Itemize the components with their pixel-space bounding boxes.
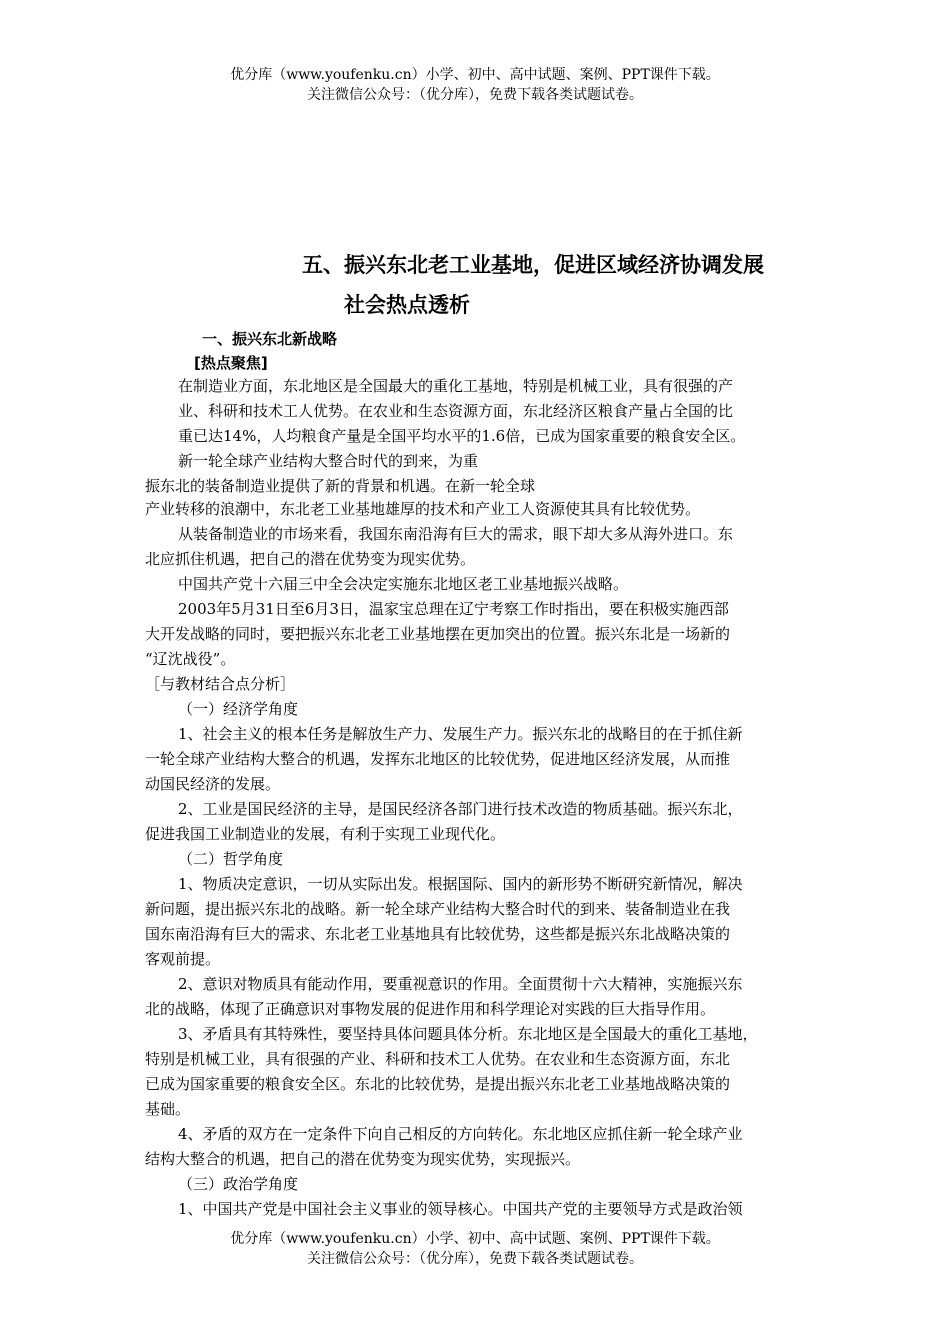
subsection-heading: （三）政治学角度 bbox=[178, 1175, 299, 1193]
text-line: 新一轮全球产业结构大整合时代的到来，为重 bbox=[178, 452, 479, 470]
text-line: 北的战略，体现了正确意识对事物发展的促进作用和科学理论对实践的巨大指导作用。 bbox=[145, 1000, 716, 1018]
text-line: 2、工业是国民经济的主导，是国民经济各部门进行技术改造的物质基础。振兴东北， bbox=[178, 800, 743, 818]
footer-line-2: 关注微信公众号：（优分库），免费下载各类试题试卷。 bbox=[307, 1251, 643, 1267]
text-line: 北应抓住机遇，把自己的潜在优势变为现实优势。 bbox=[145, 550, 476, 568]
text-line: 1、物质决定意识，一切从实际出发。根据国际、国内的新形势不断研究新情况，解决 bbox=[178, 875, 743, 893]
text-line: 特别是机械工业，具有很强的产业、科研和技术工人优势。在农业和生态资源方面，东北 bbox=[145, 1050, 731, 1068]
text-line: 客观前提。 bbox=[145, 950, 221, 968]
text-line: 2003年5月31日至6月3日，温家宝总理在辽宁考察工作时指出，要在积极实施西部 bbox=[178, 600, 729, 618]
text-line: 2、意识对物质具有能动作用，要重视意识的作用。全面贯彻十六大精神，实施振兴东 bbox=[178, 975, 743, 993]
hotspot-label: [热点聚焦] bbox=[194, 354, 268, 372]
page-title: 五、振兴东北老工业基地，促进区域经济协调发展 bbox=[302, 253, 764, 277]
text-line: 产业转移的浪潮中，东北老工业基地雄厚的技术和产业工人资源使其具有比较优势。 bbox=[145, 500, 701, 518]
text-line: 1、中国共产党是中国社会主义事业的领导核心。中国共产党的主要领导方式是政治领 bbox=[178, 1200, 743, 1218]
text-line: 业、科研和技术工人优势。在农业和生态资源方面，东北经济区粮食产量占全国的比 bbox=[178, 402, 734, 420]
text-line: 在制造业方面，东北地区是全国最大的重化工基地，特别是机械工业，具有很强的产 bbox=[178, 377, 734, 395]
text-line: 促进我国工业制造业的发展，有利于实现工业现代化。 bbox=[145, 825, 506, 843]
subsection-heading: （一）经济学角度 bbox=[178, 700, 299, 718]
subsection-heading: （二）哲学角度 bbox=[178, 850, 284, 868]
text-line: 从装备制造业的市场来看，我国东南沿海有巨大的需求，眼下却大多从海外进口。东 bbox=[178, 525, 734, 543]
text-line: 重已达14%，人均粮食产量是全国平均水平的1.6倍，已成为国家重要的粮食安全区。 bbox=[178, 427, 746, 445]
page-subtitle: 社会热点透析 bbox=[344, 293, 470, 317]
text-line: 动国民经济的发展。 bbox=[145, 775, 281, 793]
text-line: 已成为国家重要的粮食安全区。东北的比较优势，是提出振兴东北老工业基地战略决策的 bbox=[145, 1075, 731, 1093]
text-line: 国东南沿海有巨大的需求、东北老工业基地具有比较优势，这些都是振兴东北战略决策的 bbox=[145, 925, 731, 943]
text-line: 中国共产党十六届三中全会决定实施东北地区老工业基地振兴战略。 bbox=[178, 575, 629, 593]
text-line: 4、矛盾的双方在一定条件下向自己相反的方向转化。东北地区应抓住新一轮全球产业 bbox=[178, 1125, 743, 1143]
text-line: 3、矛盾具有其特殊性，要坚持具体问题具体分析。东北地区是全国最大的重化工基地， bbox=[178, 1025, 758, 1043]
text-line: 新问题，提出振兴东北的战略。新一轮全球产业结构大整合时代的到来、装备制造业在我 bbox=[145, 900, 731, 918]
header-line-1: 优分库（www.youfenku.cn）小学、初中、高中试题、案例、PPT课件下载。 bbox=[230, 67, 720, 83]
header-line-2: 关注微信公众号：（优分库），免费下载各类试题试卷。 bbox=[307, 87, 643, 103]
text-line: 一轮全球产业结构大整合的机遇，发挥东北地区的比较优势，促进地区经济发展，从而推 bbox=[145, 750, 731, 768]
text-line: 大开发战略的同时，要把振兴东北老工业基地摆在更加突出的位置。振兴东北是一场新的 bbox=[145, 625, 731, 643]
text-line: 基础。 bbox=[145, 1100, 191, 1118]
footer-line-1: 优分库（www.youfenku.cn）小学、初中、高中试题、案例、PPT课件下载。 bbox=[230, 1231, 720, 1247]
section-heading: 一、振兴东北新战略 bbox=[202, 330, 338, 348]
text-line: “辽沈战役”。 bbox=[145, 650, 236, 668]
text-line: 振东北的装备制造业提供了新的背景和机遇。在新一轮全球 bbox=[145, 477, 536, 495]
text-line: 结构大整合的机遇，把自己的潜在优势变为现实优势，实现振兴。 bbox=[145, 1150, 581, 1168]
text-line: 1、社会主义的根本任务是解放生产力、发展生产力。振兴东北的战略目的在于抓住新 bbox=[178, 725, 743, 743]
textbook-analysis-heading: ［与教材结合点分析］ bbox=[145, 675, 296, 693]
